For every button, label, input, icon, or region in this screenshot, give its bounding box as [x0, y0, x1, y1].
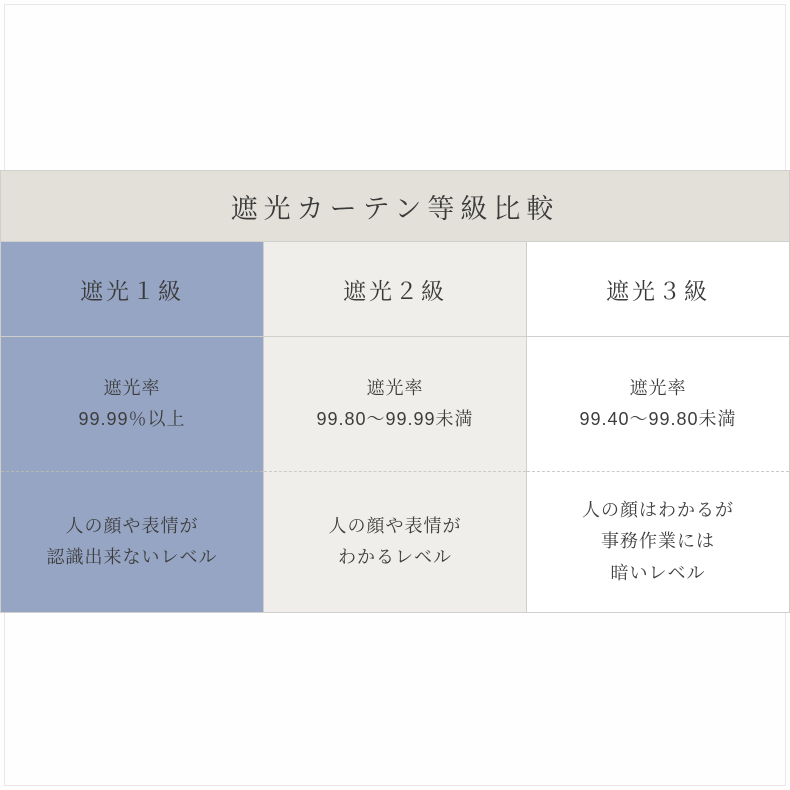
comparison-table-container: [0, 170, 790, 613]
description-line: 人の顔や表情が: [65, 515, 199, 536]
grade-header-2: 遮光２級: [264, 242, 527, 337]
description-line: 認識出来ないレベル: [46, 547, 218, 567]
description-line: 暗いレベル: [610, 562, 706, 583]
description-cell-2: [264, 472, 527, 613]
table-grade-row: [1, 242, 790, 337]
description-cell-3: [527, 472, 790, 613]
rate-line: 99.99％以上: [78, 409, 186, 429]
rate-line: 遮光率: [103, 377, 161, 398]
table-description-row: [1, 472, 790, 613]
table-title-row: [1, 171, 790, 242]
description-line: わかるレベル: [338, 547, 452, 567]
description-line: 事務作業には: [601, 531, 715, 552]
rate-line: 99.80〜99.99未満: [316, 409, 474, 429]
description-cell-1: [1, 472, 264, 613]
rate-line: 遮光率: [629, 377, 687, 398]
grade-header-1: 遮光１級: [1, 242, 264, 337]
rate-line: 99.40〜99.80未満: [579, 409, 737, 429]
description-line: 人の顔や表情が: [328, 515, 462, 536]
description-line: 人の顔はわかるが: [582, 499, 734, 520]
table-rate-row: [1, 337, 790, 472]
rate-cell-1: [1, 337, 264, 472]
table-title: 遮光カーテン等級比較: [1, 171, 790, 242]
rate-cell-3: [527, 337, 790, 472]
rate-line: 遮光率: [366, 377, 424, 398]
blackout-curtain-grade-table: [0, 170, 790, 613]
grade-header-3: 遮光３級: [527, 242, 790, 337]
rate-cell-2: [264, 337, 527, 472]
